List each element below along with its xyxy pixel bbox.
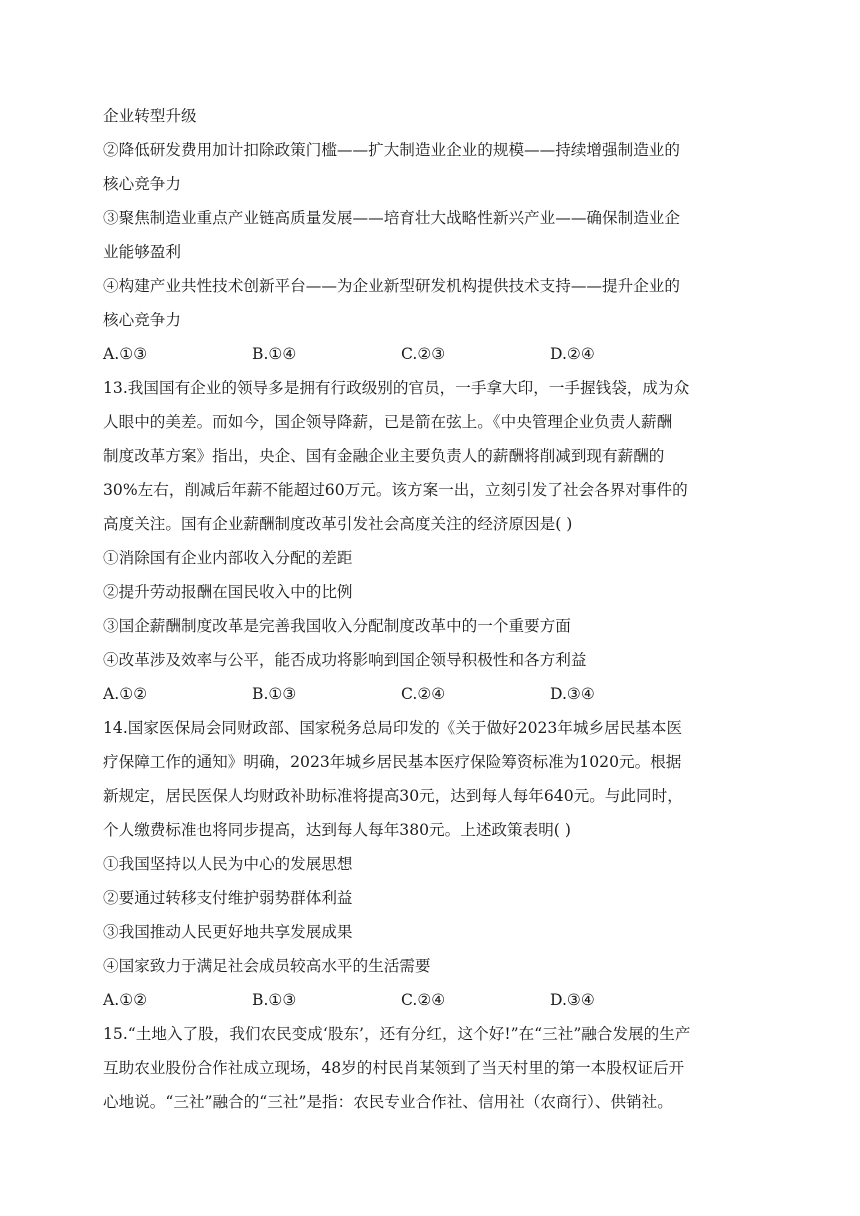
statement-1: ①消除国有企业内部收入分配的差距 (103, 549, 353, 567)
option-a: A.①② (103, 991, 148, 1009)
question-stem-line: 疗保障工作的通知》明确，2023年城乡居民基本医疗保险筹资标准为1020元。根据 (103, 753, 682, 771)
statement-4: ④改革涉及效率与公平，能否成功将影响到国企领导积极性和各方利益 (103, 651, 587, 669)
statement-3: ③国企薪酬制度改革是完善我国收入分配制度改革中的一个重要方面 (103, 617, 571, 635)
option-c: C.②③ (401, 345, 446, 363)
question-stem-line: 制度改革方案》指出，央企、国有金融企业主要负责人的薪酬将削减到现有薪酬的 (103, 447, 665, 465)
statement-2: ②提升劳动报酬在国民收入中的比例 (103, 583, 353, 601)
option-d: D.③④ (550, 991, 595, 1009)
question-15 (103, 1017, 760, 1119)
option-a: A.①② (103, 685, 148, 703)
answer-options (103, 337, 760, 371)
question-13 (103, 371, 760, 711)
question-stem-line: 心地说。“三社”融合的“三社”是指：农民专业合作社、信用社（农商行）、供销社。 (103, 1093, 673, 1111)
option-a: A.①③ (103, 345, 148, 363)
option-b: B.①③ (252, 685, 297, 703)
text-line: ④构建产业共性技术创新平台——为企业新型研发机构提供技术支持——提升企业的 (103, 277, 680, 295)
option-b: B.①④ (252, 345, 297, 363)
statement-1: ①我国坚持以人民为中心的发展思想 (103, 855, 353, 873)
question-stem-line: 高度关注。国有企业薪酬制度改革引发社会高度关注的经济原因是( ) (103, 515, 573, 533)
text-line: 企业转型升级 (103, 107, 197, 125)
question-stem-line: 15.“土地入了股，我们农民变成‘股东’，还有分红，这个好!”在“三社”融合发展的生产 (103, 1025, 691, 1043)
option-d: D.②④ (550, 345, 595, 363)
question-stem-line: 新规定，居民医保人均财政补助标准将提高30元，达到每人每年640元。与此同时， (103, 787, 683, 805)
question-stem-line: 14.国家医保局会同财政部、国家税务总局印发的《关于做好2023年城乡居民基本医 (103, 719, 683, 737)
answer-options (103, 677, 760, 711)
option-d: D.③④ (550, 685, 595, 703)
question-12-continuation (103, 99, 760, 371)
text-line: 核心竞争力 (103, 175, 181, 193)
question-stem-line: 30%左右，削减后年薪不能超过60万元。该方案一出，立刻引发了社会各界对事件的 (103, 481, 688, 499)
option-b: B.①③ (252, 991, 297, 1009)
option-c: C.②④ (401, 991, 446, 1009)
text-line: 业能够盈利 (103, 243, 181, 261)
statement-3: ③我国推动人民更好地共享发展成果 (103, 923, 353, 941)
text-line: ②降低研发费用加计扣除政策门槛——扩大制造业企业的规模——持续增强制造业的 (103, 141, 680, 159)
question-stem-line: 人眼中的美差。而如今，国企领导降薪，已是箭在弦上。《中央管理企业负责人薪酬 (103, 413, 673, 431)
statement-2: ②要通过转移支付维护弱势群体利益 (103, 889, 353, 907)
question-14 (103, 711, 760, 1017)
text-line: 核心竞争力 (103, 311, 181, 329)
question-stem-line: 个人缴费标准也将同步提高，达到每人每年380元。上述政策表明( ) (103, 821, 571, 839)
statement-4: ④国家致力于满足社会成员较高水平的生活需要 (103, 957, 431, 975)
question-stem-line: 互助农业股份合作社成立现场，48岁的村民肖某领到了当天村里的第一本股权证后开 (103, 1059, 685, 1077)
answer-options (103, 983, 760, 1017)
option-c: C.②④ (401, 685, 446, 703)
question-stem-line: 13.我国国有企业的领导多是拥有行政级别的官员，一手拿大印，一手握钱袋，成为众 (103, 379, 690, 397)
text-line: ③聚焦制造业重点产业链高质量发展——培育壮大战略性新兴产业——确保制造业企 (103, 209, 680, 227)
